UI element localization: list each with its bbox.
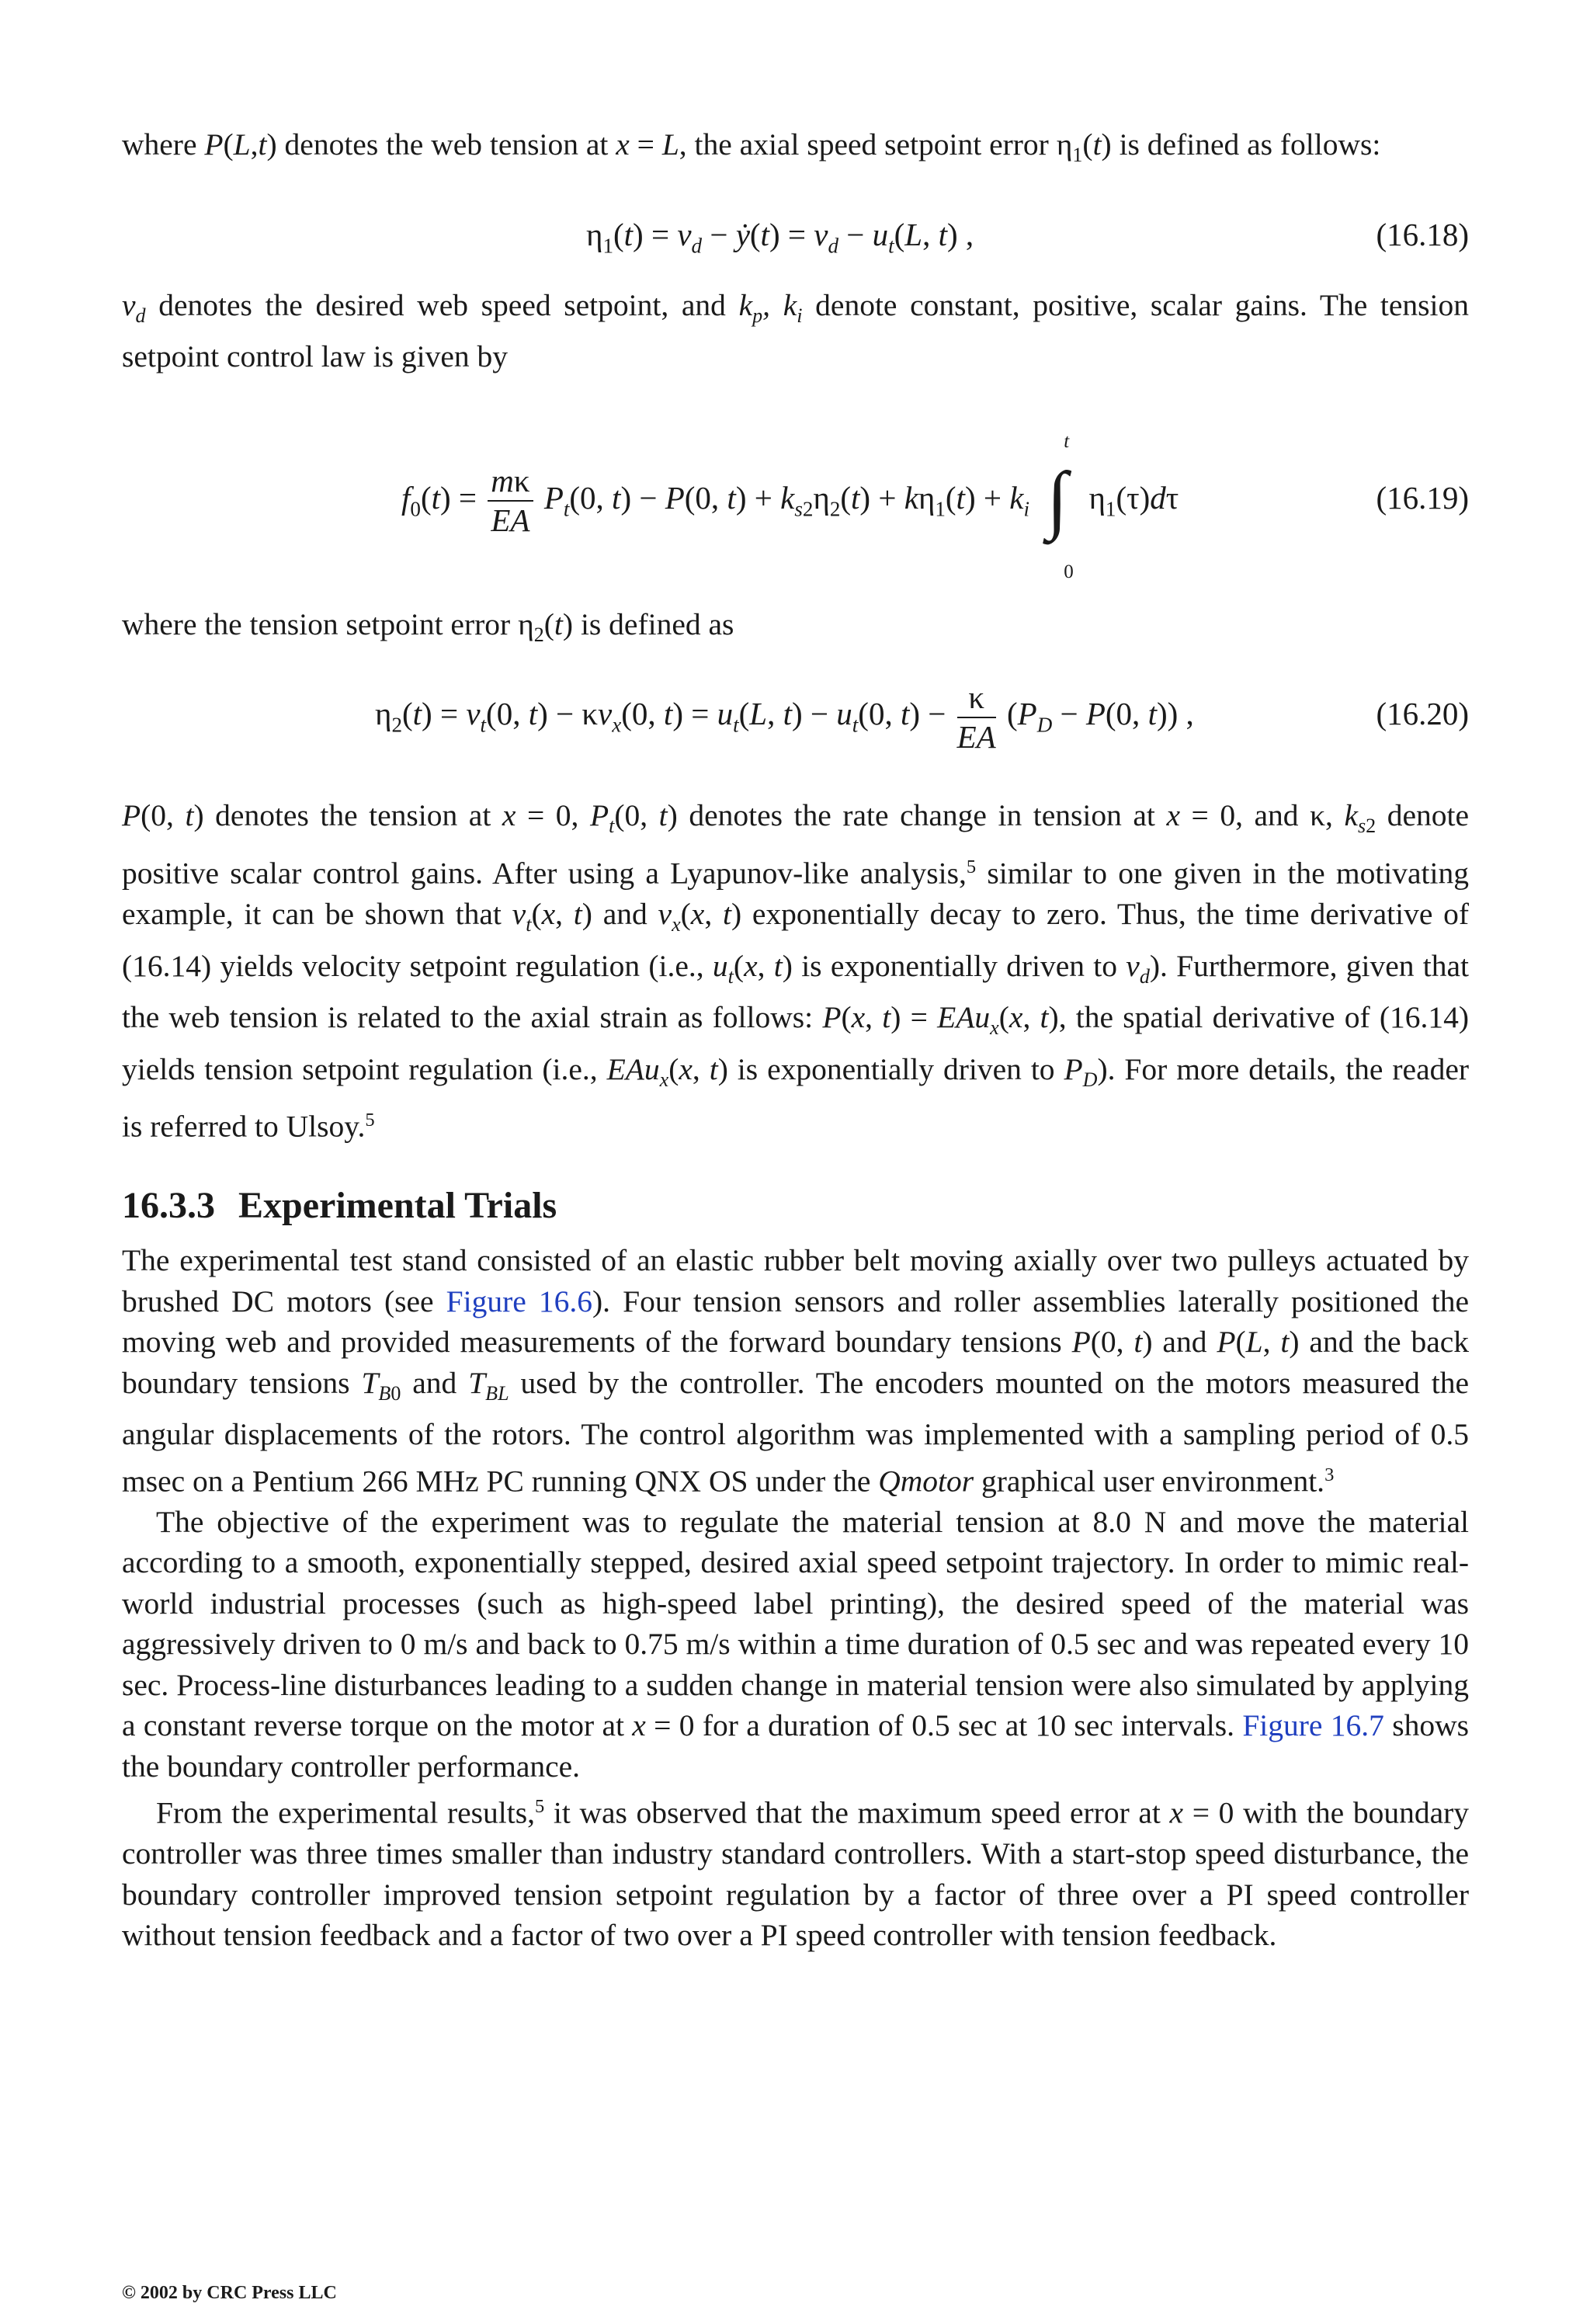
- math-inline: $k_p$, $k_i$: [738, 287, 803, 327]
- figure-link[interactable]: Figure 16.6: [446, 1284, 593, 1318]
- equation-16-20: $\eta_2(t) = v_t(0$, $t) - \kappa v_x(0$, $t) = u_t(L$, $t) - u_t(0$, t) − $\frac{\kappa}{EA}$ ($P_D - P(0$, t)) , (16.20): [122, 671, 1469, 756]
- text-run: where the tension setpoint error: [122, 606, 511, 641]
- text-run: denote constant, positive, scalar gains. The tension setpoint control law is given by: [122, 287, 1470, 374]
- text-run: , and: [1235, 798, 1299, 833]
- text-run: denote positive scalar control gains. After using a Lyapunov-like analysis,: [122, 798, 1470, 891]
- equation-16-18: $\eta_1(t) = v_d$ − ẏ(t) = $v_d - u_t(L$, t) , (16.18): [122, 200, 1469, 269]
- math-inline: $\eta_2(t)$: [518, 606, 574, 646]
- text-run: is exponentially driven to: [801, 948, 1117, 983]
- text-run: denotes the desired web speed setpoint, and: [158, 287, 726, 322]
- text-run: with the boundary controller was three times smaller than industry standard controllers. With a start-stop speed disturbance, the boundary controller improved tension setpoint regulation by a factor of three over a PI speed controller without tension feedback and a factor of two over a PI speed controller with tension feedback.: [122, 1795, 1470, 1953]
- text-run: is defined as follows:: [1119, 127, 1381, 162]
- text-run: From the experimental results,: [156, 1795, 535, 1830]
- figure-link[interactable]: Figure 16.7: [1242, 1708, 1384, 1743]
- paragraph-intro: where P(L,t) denotes the web tension at x = L, the axial speed setpoint error $\eta_1(t)$ is defined as follows:: [122, 127, 1381, 167]
- paragraph-objective: The objective of the experiment was to regulate the material tension at 8.0 N and move the material according to a smooth, exponentially stepped, desired axial speed setpoint trajectory. In order to mimic real-world industrial processes (such as high-speed label printing), the desired speed of the material was aggressively driven to 0 m/s and back to 0.75 m/s within a time duration of 0.5 sec and was repeated every 10 sec. Process-line disturbances leading to a sudden change in material tension were also simulated by applying a constant reverse torque on the motor at x = 0 for a duration of 0.5 sec at 10 sec intervals. Figure 16.7 shows the boundary controller performance.: [122, 1504, 1470, 1784]
- text-run: similar to one given in the motivating example, it can be shown that: [122, 856, 1469, 931]
- equation-number: (16.20): [1376, 696, 1469, 732]
- section-title: Experimental Trials: [238, 1185, 557, 1227]
- reference-superscript: 3: [1324, 1464, 1335, 1485]
- text-run: and: [602, 896, 647, 931]
- text-run: used by the controller. The encoders mounted on the motors measured the angular displacements of the rotors. The control algorithm was implemented with a sampling period of 0.5 msec on a Pentium 266 MHz PC running QNX OS under the: [122, 1365, 1469, 1499]
- text-run: is defined as: [580, 606, 734, 641]
- paragraph-tension-error: [122, 604, 1469, 656]
- text-run: , the axial speed setpoint error: [679, 127, 1049, 162]
- math-inline: P: [204, 127, 224, 162]
- equation-16-19: $f_0(t)$ = $\frac{m\kappa}{EA}$ $P_t(0$, t) − P(0, $t) + k_{s2}\eta_2(t) + k\eta_1(t) + k_i$ ∫ t 0 $\eta_1(\tau)d\tau$ (16.19): [401, 431, 1469, 583]
- math-inline: $\eta_1(t)$: [1056, 127, 1112, 167]
- text-run: exponentially decay to zero. Thus, the time derivative of (16.14) yields velocity setpoint regulation (i.e.,: [122, 896, 1470, 983]
- text-run: it was observed that the maximum speed error at: [553, 1795, 1161, 1830]
- text-run: denotes the web tension at: [284, 127, 609, 162]
- text-run: ). Four tension sensors and roller assemblies laterally positioned the moving web and provided measurements of the forward boundary tensions: [122, 1284, 1469, 1360]
- text-run: The experimental test stand consisted of an elastic rubber belt moving axially over two pulleys actuated by brushed DC motors (see: [122, 1243, 1469, 1318]
- text-run: and the back boundary tensions: [122, 1325, 1470, 1400]
- text-run: and: [412, 1365, 457, 1400]
- paragraph-results: From the experimental results,$^5$ it was observed that the maximum speed error at x = 0 with the boundary controller was three times smaller than industry standard controllers. With a start-stop speed disturbance, the boundary controller improved tension setpoint regulation by a factor of three over a PI speed controller without tension feedback and a factor of two over a PI speed controller with tension feedback.: [122, 1795, 1470, 1953]
- paragraph-analysis: P(0, t) denotes the tension at x = 0, $P_t(0$, t) denotes the rate change in tension at x = 0, and κ, $k_{s2}$ denote positive scalar control gains. After using a Lyapunov-like analysis,$^5$ similar to one given in the motivating example, it can be shown that $v_t(x$, t) and $v_x(x$, t) exponentially decay to zero. Thus, the time derivative of (16.14) yields velocity setpoint regulation (i.e., $u_t(x$, t) is exponentially driven to $v_d$). Furthermore, given that the web tension is related to the axial strain as follows: P(x, t) = EAu$_x$(x, t), the spatial derivative of (16.14) yields tension setpoint regulation (i.e., EAu$_x$(x, t) is exponentially driven to $P_D$). For more details, the reader is referred to Ulsoy.$^5$: [122, 798, 1470, 1144]
- text-run: The objective of the experiment was to regulate the material tension at 8.0 N and move the material according to a smooth, exponentially stepped, desired axial speed setpoint trajectory. In order to mimic real-world industrial processes (such as high-speed label printing), the desired speed of the material was aggressively driven to 0 m/s and back to 0.75 m/s within a time duration of 0.5 sec and was repeated every 10 sec. Process-line disturbances leading to a sudden change in material tension were also simulated by applying a constant reverse torque on the motor at: [122, 1504, 1469, 1743]
- reference-superscript: 5: [966, 856, 977, 877]
- paragraph-test-stand: The experimental test stand consisted of an elastic rubber belt moving axially over two pulleys actuated by brushed DC motors (see Figure 16.6). Four tension sensors and roller assemblies laterally positioned the moving web and provided measurements of the forward boundary tensions P(0, t) and P(L, t) and the back boundary tensions $T_{B0}$ and $T_{BL}$ used by the controller. The encoders mounted on the motors measured the angular displacements of the rotors. The control algorithm was implemented with a sampling period of 0.5 msec on a Pentium 266 MHz PC running QNX OS under the Qmotor graphical user environment.$^3$: [122, 1243, 1470, 1499]
- text-run: and: [1162, 1325, 1207, 1360]
- section-number: 16.3.3: [122, 1185, 215, 1227]
- text-run: ). For more details, the reader is referred to Ulsoy.: [122, 1051, 1470, 1144]
- equation-number: (16.18): [1376, 216, 1469, 252]
- math-inline: $v_d$: [122, 287, 146, 327]
- text-run: denotes the rate change in tension at: [689, 798, 1155, 833]
- text-run: shows the boundary controller performance.: [122, 1708, 1470, 1784]
- software-name: Qmotor: [878, 1464, 974, 1499]
- math-inline: x: [616, 127, 630, 162]
- text-run: graphical user environment.: [981, 1464, 1325, 1499]
- text-run: for a duration of 0.5 sec at 10 sec intervals.: [702, 1708, 1234, 1743]
- text-run: ). Furthermore, given that the web tension is related to the axial strain as follows:: [122, 948, 1470, 1035]
- reference-superscript: 5: [534, 1796, 545, 1818]
- reference-superscript: 5: [365, 1110, 375, 1131]
- equation-number: (16.19): [1376, 479, 1469, 516]
- text-run: denotes the tension at: [215, 798, 491, 833]
- page-content: [122, 116, 1469, 1956]
- section-heading: [122, 1183, 1469, 1229]
- text-run: is exponentially driven to: [737, 1051, 1055, 1086]
- paragraph-gains: [122, 285, 1469, 377]
- text-run: where: [122, 127, 197, 162]
- text-run: , the spatial derivative of (16.14) yields tension setpoint regulation (i.e.,: [122, 1000, 1470, 1086]
- copyright-footer: © 2002 by CRC Press LLC: [122, 2283, 337, 2303]
